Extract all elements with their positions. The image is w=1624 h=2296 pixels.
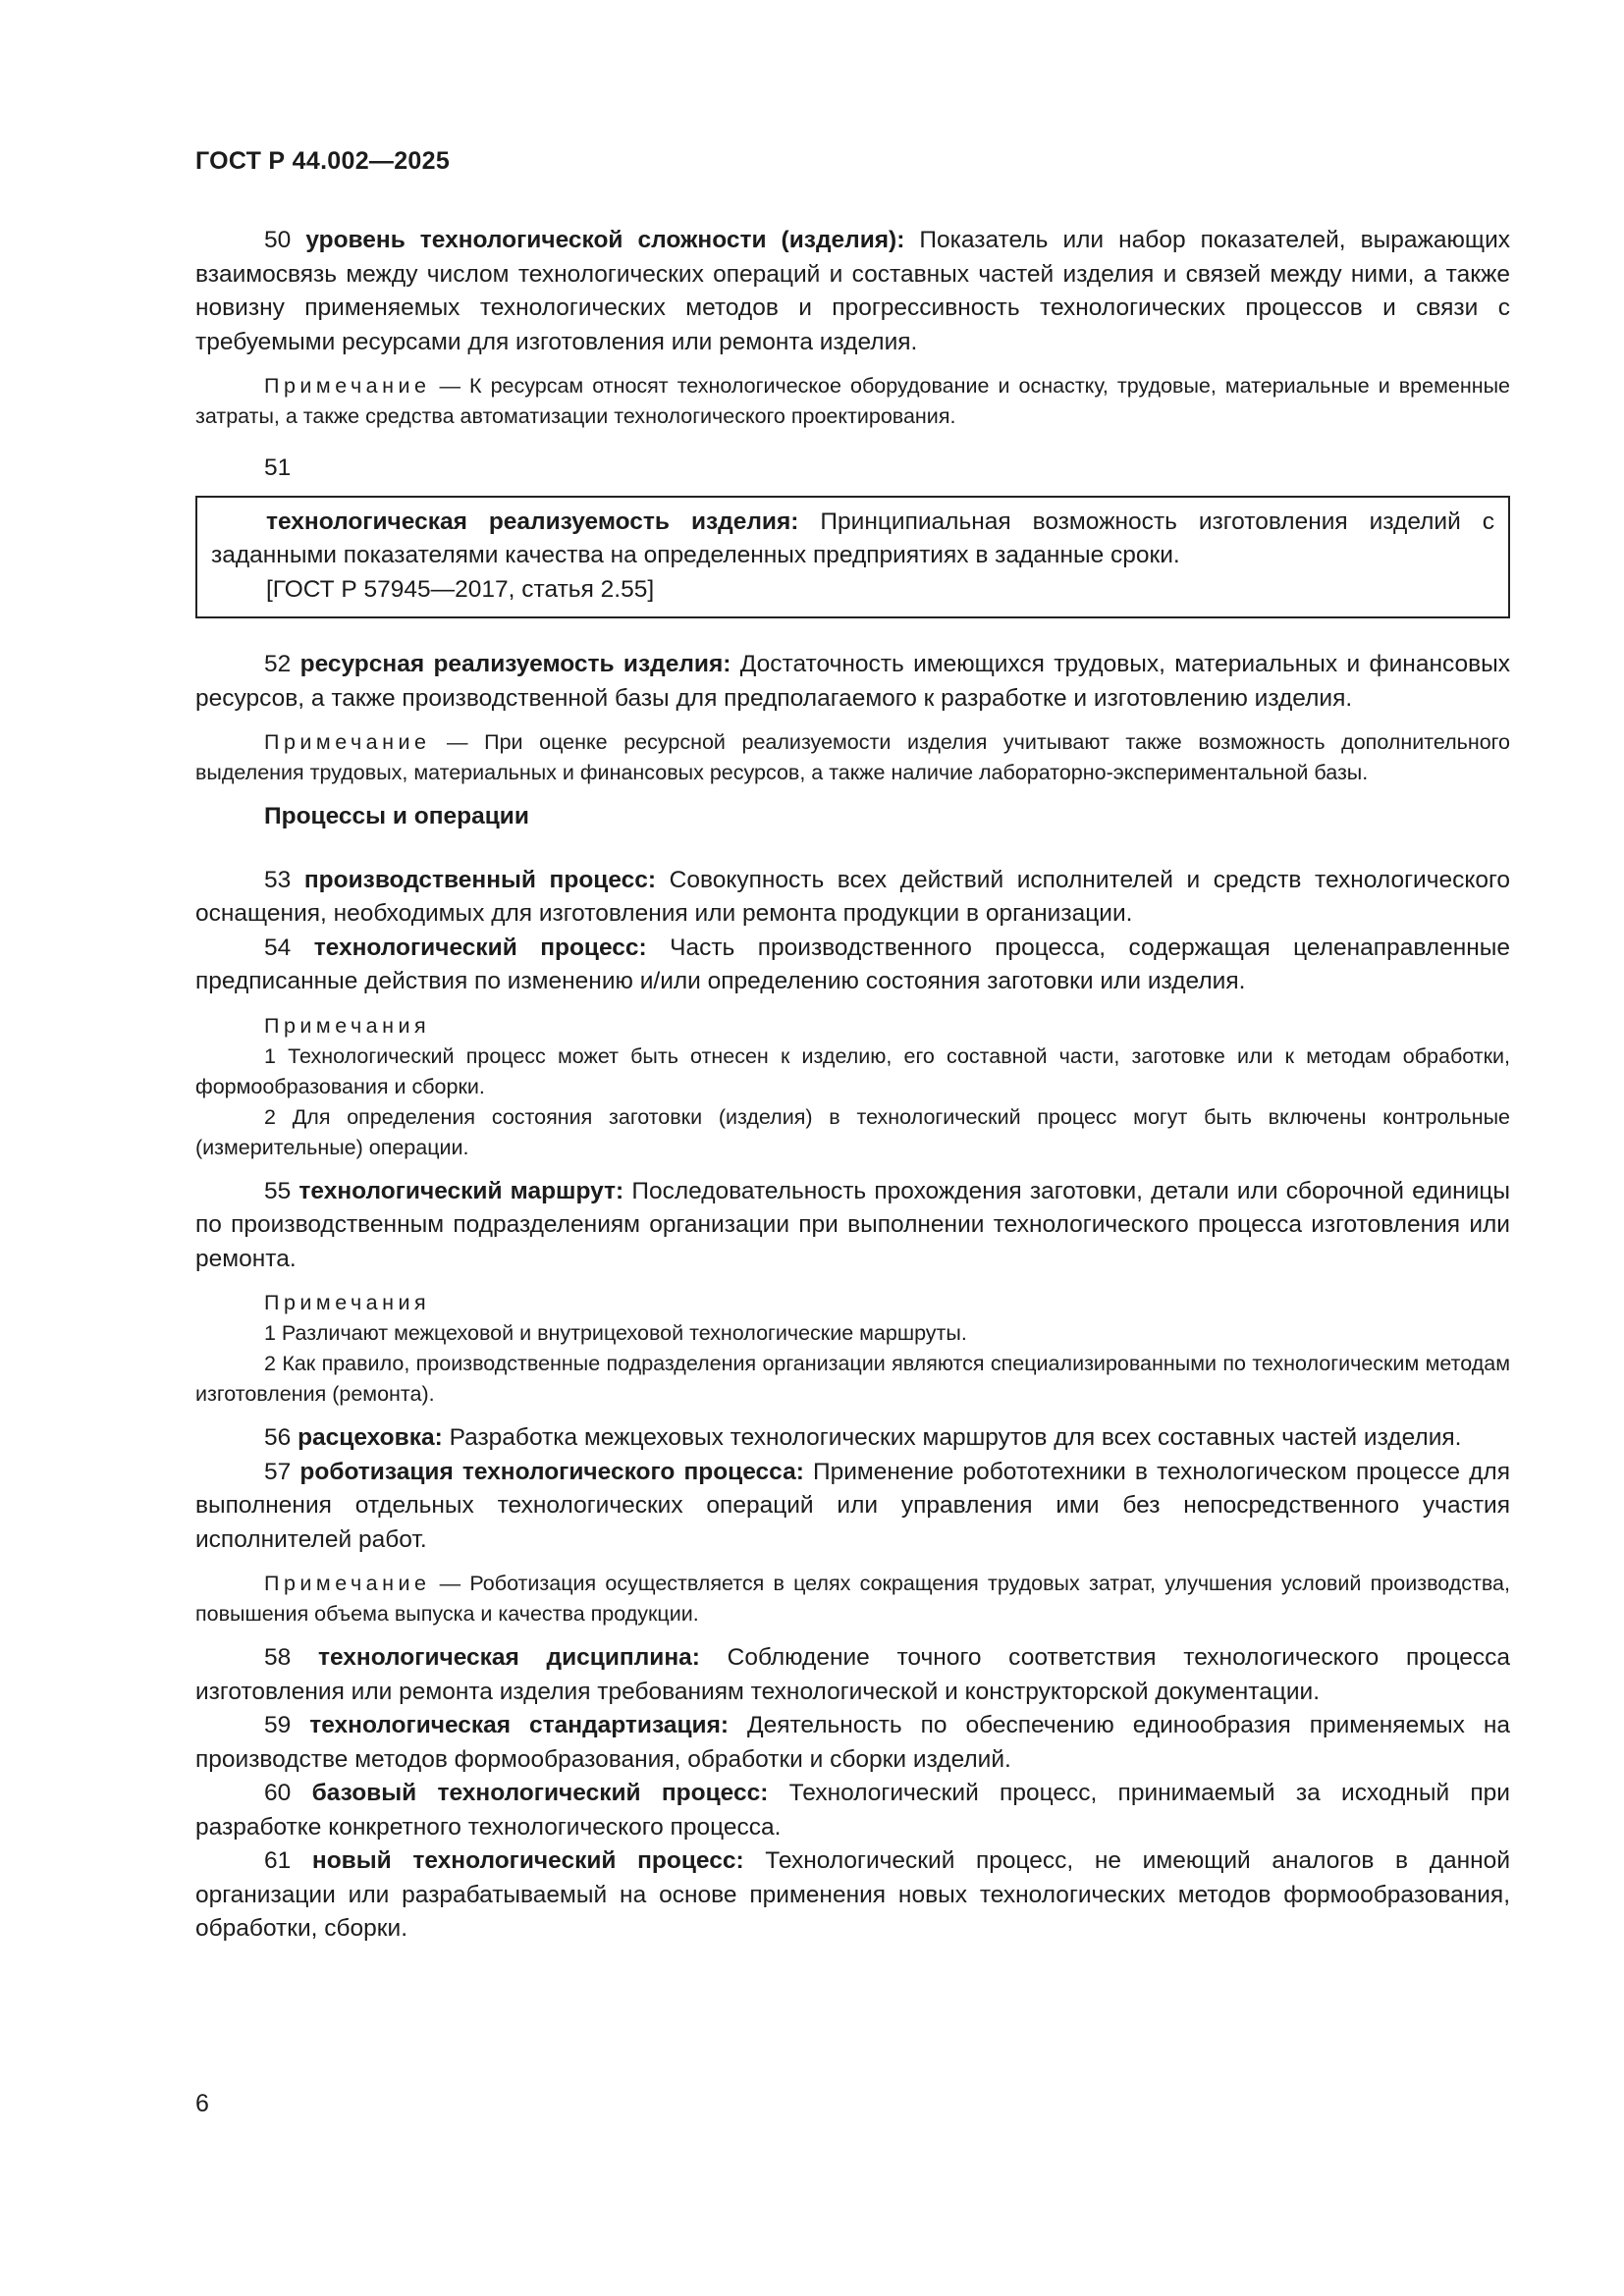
term-source-reference: [ГОСТ Р 57945—2017, статья 2.55] [266,575,655,603]
term-entry-59 [195,1709,1510,1777]
note-57 [195,1569,1510,1629]
term-number: 57 [264,1458,292,1485]
term-title: базовый технологический процесс: [311,1780,769,1806]
term-definition: Разработка межцеховых технологических маршрутов для всех составных частей изделия. [449,1424,1462,1451]
term-title: уровень технологической сложности (изделия): [305,227,905,253]
term-definition: Последовательность прохождения заготовки, детали или сборочной единицы по производственным подразделениям организации при выполнении технологического процесса изготовления или ремонта. [195,1177,1511,1272]
term-entry-50 [195,224,1510,359]
notes-label: Примечания [264,1013,431,1038]
term-definition: Деятельность по обеспечению единообразия применяемых на производстве методов формообразования, обработки и сборки изделий. [195,1712,1510,1773]
term-definition: Показатель или набор показателей, выражающих взаимосвязь между числом технологических операций и составных частей изделия и связей между ними, а также новизну применяемых технологических методов и прогрессивность технологических процессов и связи с требуемыми ресурсами для изготовления или ремонта изделия. [195,227,1511,355]
note-label: Примечание [264,730,431,754]
term-number: 60 [264,1780,292,1806]
note-52 [195,727,1510,788]
term-number-51: 51 [264,454,292,481]
term-title: технологическая стандартизация: [309,1712,730,1738]
term-number: 55 [264,1177,292,1204]
borrowed-term-box [195,496,1510,619]
notes-label: Примечания [264,1291,431,1314]
term-number: 59 [264,1712,292,1738]
term-title: ресурсная реализуемость изделия: [299,651,731,677]
term-number: 50 [264,227,292,253]
note-dash: — [430,730,485,754]
term-number: 52 [264,651,292,677]
term-number: 58 [264,1644,292,1671]
term-title: технологический процесс: [313,934,647,961]
note-label: Примечание [264,1572,431,1595]
term-entry-61 [195,1844,1510,1947]
page-content [195,224,1510,1947]
note-55-1: 1 Различают межцеховой и внутрицеховой технологические маршруты. [264,1321,967,1345]
term-number: 61 [264,1847,292,1874]
term-entry-51 [211,506,1494,573]
term-entry-58 [195,1641,1510,1709]
note-54-1: 1 Технологический процесс может быть отнесен к изделию, его составной части, заготовке или к методам обработки, формообразования и сборки. [195,1043,1510,1098]
term-entry-56 [195,1421,1510,1456]
term-title: технологическая реализуемость изделия: [266,507,799,535]
note-dash: — [430,374,470,398]
term-entry-55 [195,1175,1510,1277]
term-definition: Технологический процесс, не имеющий аналогов в данной организации или разрабатываемый на основе применения новых технологических методов формообразования, обработки, сборки. [195,1847,1510,1942]
note-text: При оценке ресурсной реализуемости изделия учитывают также возможность дополнительного выделения трудовых, материальных и финансовых ресурсов, а также наличие лабораторно-экспериментальной базы. [195,730,1510,784]
section-heading: Процессы и операции [264,803,529,829]
term-title: роботизация технологического процесса: [299,1458,804,1485]
term-definition: Соблюдение точного соответствия технологического процесса изготовления или ремонта изделия требованиям технологической и конструкторской документации. [195,1644,1510,1705]
note-text: Роботизация осуществляется в целях сокращения трудовых затрат, улучшения условий производства, повышения объема выпуска и качества продукции. [195,1572,1510,1626]
document-code-header: ГОСТ Р 44.002—2025 [195,147,451,175]
term-definition: Совокупность всех действий исполнителей и средств технологического оснащения, необходимых для изготовления или ремонта продукции в организации. [195,866,1511,927]
term-definition: Принципиальная возможность изготовления изделий с заданными показателями качества на определенных предприятиях в заданные сроки. [211,507,1495,568]
note-text: К ресурсам относят технологическое оборудование и оснастку, трудовые, материальные и временные затраты, а также средства автоматизации технологического проектирования. [195,374,1510,428]
term-entry-57 [195,1456,1510,1558]
term-entry-54 [195,932,1510,999]
term-definition: Достаточность имеющихся трудовых, материальных и финансовых ресурсов, а также производственной базы для предполагаемого к разработке и изготовлению изделия. [195,651,1511,712]
term-entry-53 [195,864,1510,932]
term-entry-60 [195,1777,1510,1844]
term-title: расцеховка: [298,1424,443,1451]
note-dash: — [430,1572,470,1595]
note-55-2: 2 Как правило, производственные подразделения организации являются специализированными по технологическим методам изготовления (ремонта). [195,1352,1510,1406]
term-title: производственный процесс: [303,866,657,893]
term-number: 56 [264,1424,292,1451]
note-54-2: 2 Для определения состояния заготовки (изделия) в технологический процесс могут быть включены контрольные (измерительные) операции. [195,1104,1510,1159]
term-number: 54 [264,934,292,961]
term-definition: Часть производственного процесса, содержащая целенаправленные предписанные действия по изменению и/или определению состояния заготовки или изделия. [195,934,1510,994]
term-entry-52 [195,648,1510,716]
term-number: 53 [264,866,292,893]
term-title: технологический маршрут: [298,1177,624,1204]
term-definition: Технологический процесс, принимаемый за исходный при разработке конкретного технологического процесса. [195,1780,1510,1841]
term-title: новый технологический процесс: [311,1847,744,1874]
note-label: Примечание [264,374,431,398]
note-50 [195,371,1510,432]
term-title: технологическая дисциплина: [317,1644,700,1671]
term-definition: Применение робототехники в технологическом процессе для выполнения отдельных технологических операций или управления ими без непосредственного участия исполнителей работ. [195,1458,1510,1553]
page-number: 6 [195,2090,209,2117]
